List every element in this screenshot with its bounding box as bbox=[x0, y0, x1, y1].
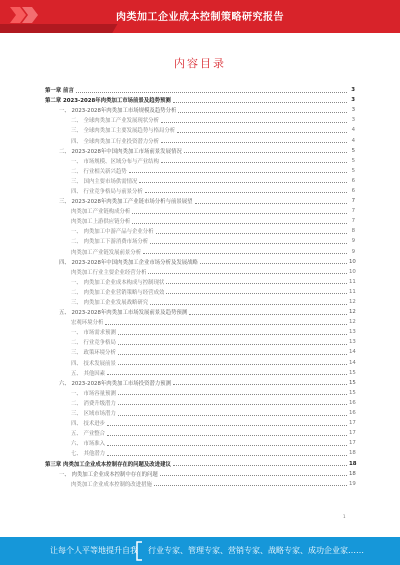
toc-entry-page: 4 bbox=[351, 137, 355, 144]
bracket-icon bbox=[134, 541, 144, 561]
toc-entry-label: 第三章 肉类加工企业成本控制存在的问题及改进建议 bbox=[45, 461, 171, 468]
toc-entry-page: 6 bbox=[351, 187, 355, 194]
toc-entry[interactable] bbox=[45, 469, 355, 479]
toc-entry-label: 一、 市场需求预测 bbox=[71, 330, 116, 337]
toc-entry[interactable] bbox=[45, 95, 355, 105]
toc-entry-page: 12 bbox=[349, 309, 356, 316]
toc-entry[interactable] bbox=[45, 388, 355, 398]
toc-leader-dots bbox=[189, 314, 347, 315]
toc-entry-label: 四、 2023-2028年中国肉类加工企业市场分析及发展战略 bbox=[59, 259, 198, 266]
toc-entry[interactable] bbox=[45, 448, 355, 458]
toc-entry-label: 第一章 前言 bbox=[45, 88, 74, 95]
toc-entry-label: 四、 技术进步 bbox=[71, 421, 106, 428]
toc-entry-label: 三、 2023-2028年肉类加工产业链市场分析与前景展望 bbox=[59, 199, 193, 206]
toc-entry-label: 五、 其他因素 bbox=[71, 370, 106, 377]
toc-entry-page: 15 bbox=[349, 379, 356, 386]
toc-heading: 内容目录 bbox=[174, 57, 226, 70]
toc-entry[interactable] bbox=[45, 438, 355, 448]
toc-entry-label: 三、 全球肉类加工主要发展趋势与格局分析 bbox=[71, 128, 176, 135]
toc-entry[interactable] bbox=[45, 428, 355, 438]
toc-entry-page: 18 bbox=[349, 470, 356, 477]
toc-leader-dots bbox=[166, 283, 347, 284]
toc-entry-label: 五、 产业整合 bbox=[71, 431, 106, 438]
table-of-contents bbox=[45, 85, 355, 489]
page-number: 1 bbox=[343, 514, 346, 519]
toc-leader-dots bbox=[118, 334, 347, 335]
toc-leader-dots bbox=[156, 233, 347, 234]
toc-leader-dots bbox=[178, 112, 347, 113]
toc-entry[interactable] bbox=[45, 327, 355, 337]
toc-leader-dots bbox=[184, 152, 347, 153]
toc-entry-label: 一、 市场规模、区域分布与产业结构 bbox=[71, 158, 159, 165]
toc-entry-page: 7 bbox=[351, 198, 355, 205]
toc-entry-label: 七、 其他潜力 bbox=[71, 451, 106, 458]
toc-leader-dots bbox=[118, 415, 347, 416]
toc-entry-label: 二、 行业竞争格局 bbox=[71, 340, 116, 347]
toc-leader-dots bbox=[105, 324, 347, 325]
toc-entry[interactable] bbox=[45, 257, 355, 267]
toc-entry-label: 二、 肉类加工下游消费市场分析 bbox=[71, 239, 149, 246]
toc-entry-label: 四、 技术发展前景 bbox=[71, 360, 116, 367]
toc-leader-dots bbox=[177, 132, 347, 133]
toc-leader-dots bbox=[150, 304, 347, 305]
toc-entry[interactable] bbox=[45, 115, 355, 125]
toc-entry-page: 17 bbox=[349, 430, 356, 437]
toc-leader-dots bbox=[161, 142, 347, 143]
toc-entry-page: 3 bbox=[351, 107, 355, 114]
toc-entry-page: 11 bbox=[349, 288, 356, 295]
toc-entry[interactable] bbox=[45, 458, 355, 468]
toc-leader-dots bbox=[129, 172, 347, 173]
toc-entry-label: 三、 政策环境分析 bbox=[71, 350, 116, 357]
toc-entry-label: 三、 国内主要市场供需情况 bbox=[71, 178, 138, 185]
footer-banner bbox=[0, 537, 400, 565]
toc-entry[interactable] bbox=[45, 378, 355, 388]
toc-entry-page: 4 bbox=[351, 127, 355, 134]
toc-entry-page: 12 bbox=[349, 299, 356, 306]
toc-entry-page: 6 bbox=[351, 177, 355, 184]
toc-leader-dots bbox=[107, 435, 347, 436]
toc-entry-label: 二、 行业相关新兴趋势 bbox=[71, 168, 127, 175]
toc-leader-dots bbox=[132, 213, 347, 214]
toc-entry[interactable] bbox=[45, 297, 355, 307]
toc-entry[interactable] bbox=[45, 166, 355, 176]
toc-leader-dots bbox=[166, 293, 347, 294]
toc-entry-label: 第二章 2023-2028年肉类加工市场前景及趋势预测 bbox=[45, 98, 171, 105]
toc-leader-dots bbox=[161, 162, 347, 163]
toc-entry-label: 四、 全球肉类加工行业投资潜力分析 bbox=[71, 138, 159, 145]
toc-entry-label: 五、 2023-2028年肉类加工市场发展前景及趋势预测 bbox=[59, 310, 188, 317]
toc-entry-page: 14 bbox=[349, 349, 356, 356]
toc-leader-dots bbox=[161, 122, 347, 123]
toc-entry-label: 六、 2023-2028年肉类加工市场投资潜力预测 bbox=[59, 380, 171, 387]
toc-leader-dots bbox=[107, 374, 347, 375]
toc-entry-page: 9 bbox=[351, 248, 355, 255]
toc-entry-label: 肉类加工行业主要企业经营分析 bbox=[71, 269, 147, 276]
toc-leader-dots bbox=[173, 384, 347, 385]
toc-leader-dots bbox=[118, 344, 347, 345]
toc-entry[interactable] bbox=[45, 418, 355, 428]
toc-entry-label: 肉类加工产业链构成分析 bbox=[71, 209, 131, 216]
toc-entry-page: 14 bbox=[349, 359, 356, 366]
toc-entry-page: 11 bbox=[349, 278, 356, 285]
toc-entry[interactable] bbox=[45, 479, 355, 489]
toc-entry-page: 3 bbox=[351, 117, 355, 124]
toc-entry[interactable] bbox=[45, 105, 355, 115]
toc-entry-page: 7 bbox=[351, 208, 355, 215]
toc-entry-page: 18 bbox=[349, 450, 356, 457]
toc-entry[interactable] bbox=[45, 135, 355, 145]
toc-entry-page: 12 bbox=[349, 319, 356, 326]
toc-leader-dots bbox=[132, 223, 347, 224]
toc-entry[interactable] bbox=[45, 368, 355, 378]
toc-leader-dots bbox=[148, 273, 347, 274]
toc-entry-label: 宏观环境分析 bbox=[71, 320, 104, 327]
toc-entry-page: 7 bbox=[351, 218, 355, 225]
toc-entry[interactable] bbox=[45, 307, 355, 317]
toc-entry-label: 二、 消费升级潜力 bbox=[71, 400, 116, 407]
toc-entry-page: 8 bbox=[351, 228, 355, 235]
toc-entry-page: 13 bbox=[349, 339, 356, 346]
toc-entry[interactable] bbox=[45, 236, 355, 246]
toc-leader-dots bbox=[200, 263, 347, 264]
toc-leader-dots bbox=[173, 102, 347, 103]
toc-entry[interactable] bbox=[45, 287, 355, 297]
toc-entry[interactable] bbox=[45, 226, 355, 236]
toc-leader-dots bbox=[107, 455, 347, 456]
toc-entry-label: 一、 市场容量预测 bbox=[71, 390, 116, 397]
toc-leader-dots bbox=[107, 425, 347, 426]
toc-entry[interactable] bbox=[45, 206, 355, 216]
toc-entry-page: 17 bbox=[349, 440, 356, 447]
toc-entry[interactable] bbox=[45, 317, 355, 327]
toc-entry[interactable] bbox=[45, 358, 355, 368]
toc-leader-dots bbox=[118, 404, 347, 405]
toc-leader-dots bbox=[107, 445, 347, 446]
toc-entry[interactable] bbox=[45, 125, 355, 135]
toc-entry-label: 一、 肉类加工企业成本控制中存在的问题 bbox=[59, 471, 158, 478]
toc-entry[interactable] bbox=[45, 85, 355, 95]
toc-entry-label: 三、 区域市场潜力 bbox=[71, 411, 116, 418]
toc-entry-page: 3 bbox=[351, 97, 355, 104]
toc-entry-page: 10 bbox=[349, 258, 356, 265]
toc-entry-label: 肉类加工产业链发展前景分析 bbox=[71, 249, 142, 256]
toc-entry-page: 13 bbox=[349, 329, 356, 336]
toc-leader-dots bbox=[195, 203, 347, 204]
toc-leader-dots bbox=[145, 192, 347, 193]
toc-entry-page: 9 bbox=[351, 238, 355, 245]
toc-entry-page: 16 bbox=[349, 399, 356, 406]
toc-entry-label: 六、 市场准入 bbox=[71, 441, 106, 448]
toc-entry[interactable] bbox=[45, 408, 355, 418]
toc-entry-page: 10 bbox=[349, 268, 356, 275]
toc-entry[interactable] bbox=[45, 216, 355, 226]
toc-entry-page: 15 bbox=[349, 389, 356, 396]
toc-entry-label: 肉类加工上游供应链分析 bbox=[71, 219, 131, 226]
toc-entry-page: 17 bbox=[349, 420, 356, 427]
toc-entry[interactable] bbox=[45, 196, 355, 206]
toc-leader-dots bbox=[150, 243, 347, 244]
toc-entry[interactable] bbox=[45, 398, 355, 408]
top-banner bbox=[0, 0, 400, 33]
toc-entry[interactable] bbox=[45, 146, 355, 156]
toc-entry-page: 19 bbox=[349, 480, 356, 487]
toc-entry[interactable] bbox=[45, 277, 355, 287]
toc-entry-page: 15 bbox=[349, 369, 356, 376]
toc-entry[interactable] bbox=[45, 156, 355, 166]
toc-entry-label: 四、 行业竞争格局与前景分析 bbox=[71, 188, 143, 195]
toc-entry[interactable] bbox=[45, 347, 355, 357]
toc-entry-label: 二、 肉类加工企业营销策略与经营成效 bbox=[71, 289, 165, 296]
footer-experts: 行业专家、管理专家、营销专家、战略专家、成功企业家…… bbox=[148, 546, 364, 555]
toc-leader-dots bbox=[143, 253, 347, 254]
toc-entry[interactable] bbox=[45, 247, 355, 257]
toc-entry-page: 16 bbox=[349, 410, 356, 417]
toc-entry-label: 肉类加工企业成本控制的改进措施 bbox=[71, 481, 152, 488]
banner-stripe bbox=[0, 24, 117, 33]
toc-leader-dots bbox=[118, 394, 347, 395]
toc-entry[interactable] bbox=[45, 337, 355, 347]
toc-leader-dots bbox=[173, 465, 347, 466]
toc-leader-dots bbox=[118, 364, 347, 365]
toc-entry[interactable] bbox=[45, 186, 355, 196]
toc-entry-page: 3 bbox=[351, 87, 355, 94]
toc-entry-label: 二、 全球肉类加工产业发展现状分析 bbox=[71, 118, 159, 125]
toc-entry-page: 5 bbox=[351, 157, 355, 164]
toc-entry[interactable] bbox=[45, 176, 355, 186]
toc-entry-label: 二、 2023-2028年中国肉类加工市场前景发展情况 bbox=[59, 148, 182, 155]
toc-entry-label: 三、 肉类加工企业发展战略研究 bbox=[71, 300, 149, 307]
toc-leader-dots bbox=[154, 485, 347, 486]
toc-entry-label: 一、 肉类加工中游产品与企业分析 bbox=[71, 229, 154, 236]
toc-entry-page: 5 bbox=[351, 167, 355, 174]
toc-leader-dots bbox=[118, 354, 347, 355]
toc-leader-dots bbox=[160, 475, 347, 476]
footer-slogan: 让每个人平等地提升自我 bbox=[50, 546, 138, 555]
toc-entry-label: 一、 肉类加工企业成本构成与控制现状 bbox=[71, 279, 165, 286]
toc-leader-dots bbox=[139, 182, 347, 183]
toc-entry[interactable] bbox=[45, 267, 355, 277]
toc-entry-page: 18 bbox=[349, 460, 357, 467]
toc-leader-dots bbox=[76, 92, 347, 93]
toc-entry-label: 一、 2023-2028年肉类加工市场规模及趋势分析 bbox=[59, 108, 177, 115]
document-title: 肉类加工企业成本控制策略研究报告 bbox=[116, 12, 284, 23]
toc-entry-page: 5 bbox=[351, 147, 355, 154]
